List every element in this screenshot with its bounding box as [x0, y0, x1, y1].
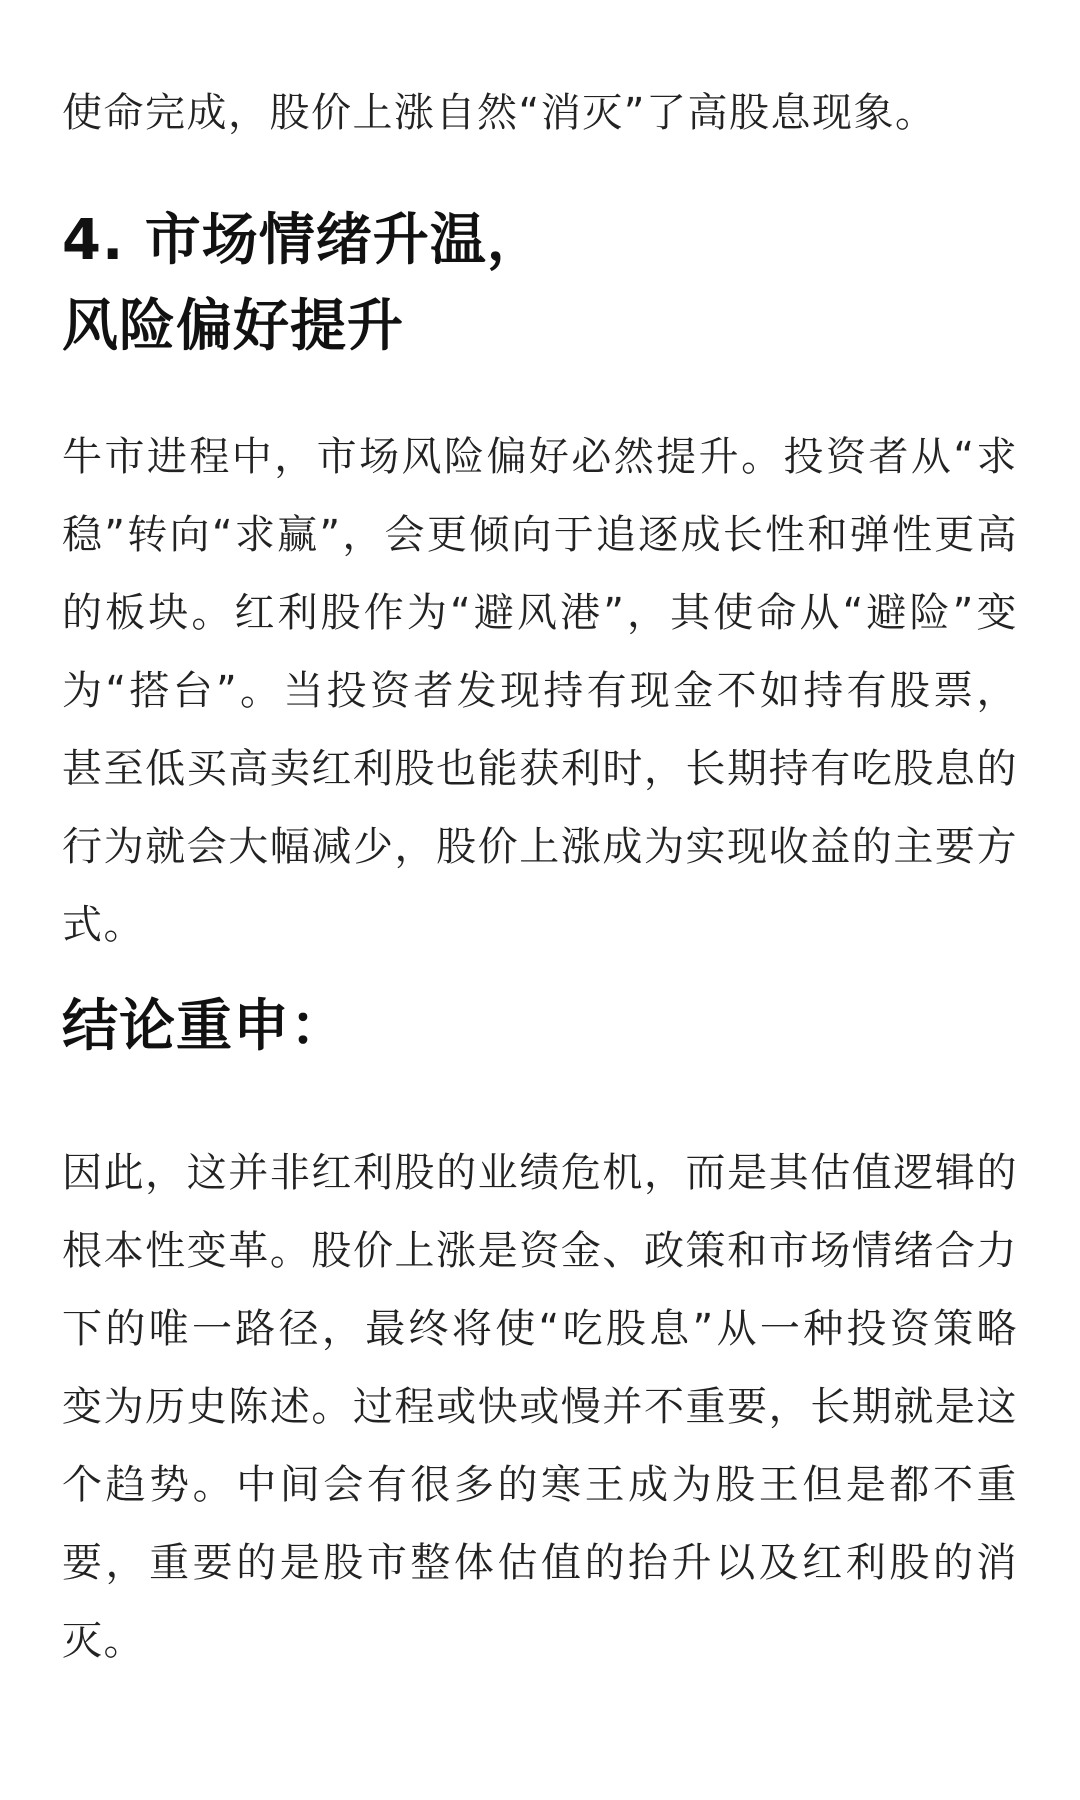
section-4-heading-line-2: 风险偏好提升 — [62, 294, 404, 359]
conclusion-heading: 结论重申： — [62, 994, 347, 1059]
section-4-heading-line-1: 4. 市场情绪升温， — [62, 208, 544, 273]
intro-paragraph: 使命完成，股价上涨自然“消灭”了高股息现象。 — [62, 90, 937, 136]
section-4-heading — [62, 198, 1018, 370]
conclusion-paragraph: 因此，这并非红利股的业绩危机，而是其估值逻辑的根本性变革。股价上涨是资金、政策和市场情绪合力下的唯一路径，最终将使“吃股息”从一种投资策略变为历史陈述。过程或快或慢并不重要，长期就是这个趋势。中间会有很多的寒王成为股王但是都不重要，重要的是股市整体估值的抬升以及红利股的消灭。 — [62, 1150, 1018, 1664]
section-4-paragraph: 牛市进程中，市场风险偏好必然提升。投资者从“求稳”转向“求赢”，会更倾向于追逐成长性和弹性更高的板块。红利股作为“避风港”，其使命从“避险”变为“搭台”。当投资者发现持有现金不如持有股票，甚至低买高卖红利股也能获利时，长期持有吃股息的行为就会大幅减少，股价上涨成为实现收益的主要方式。 — [62, 434, 1018, 948]
